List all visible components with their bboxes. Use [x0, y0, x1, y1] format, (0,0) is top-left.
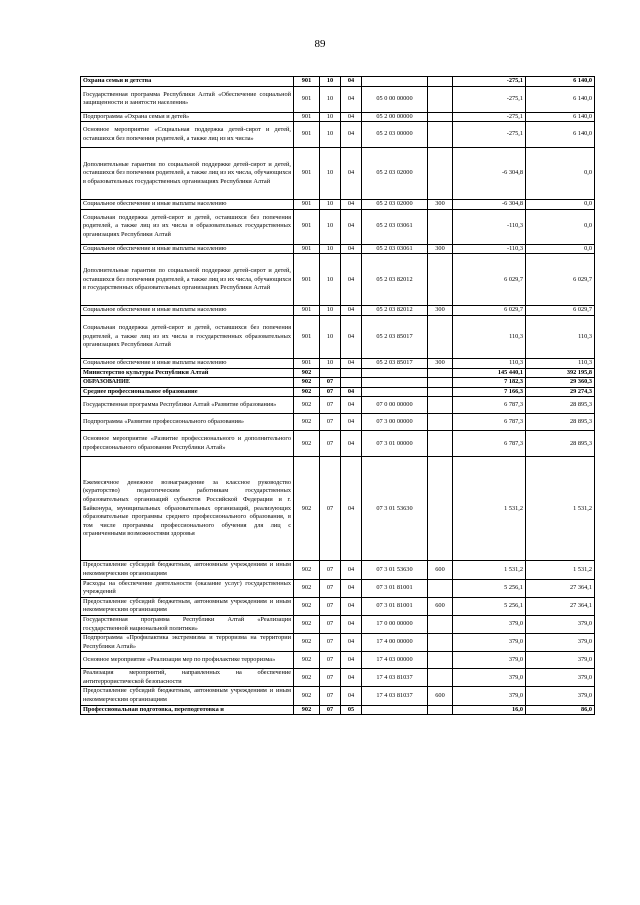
row-amount-change: 379,0 — [453, 634, 526, 652]
row-subsection-code: 04 — [341, 315, 362, 358]
row-target-article: 07 3 01 81001 — [362, 579, 428, 597]
row-amount-change: 16,0 — [453, 705, 526, 715]
row-amount-total: 0,0 — [526, 200, 595, 210]
row-amount-change: 6 787,3 — [453, 397, 526, 414]
table-row — [81, 368, 595, 378]
row-admin-code: 901 — [294, 358, 320, 368]
row-admin-code: 901 — [294, 315, 320, 358]
row-amount-change: -275,1 — [453, 112, 526, 122]
row-amount-total: 29 360,3 — [526, 378, 595, 388]
table-body — [81, 77, 595, 715]
row-admin-code: 901 — [294, 112, 320, 122]
row-subsection-code: 04 — [341, 387, 362, 397]
row-target-article: 05 2 03 00000 — [362, 122, 428, 148]
row-name: Социальное обеспечение и иные выплаты населению — [81, 244, 294, 254]
table-row — [81, 431, 595, 457]
table-row — [81, 86, 595, 112]
row-subsection-code: 05 — [341, 705, 362, 715]
row-subsection-code: 04 — [341, 358, 362, 368]
row-target-article — [362, 378, 428, 388]
table-row — [81, 669, 595, 687]
row-section-code: 07 — [320, 414, 341, 431]
row-expense-type — [428, 414, 453, 431]
table-row — [81, 652, 595, 669]
row-amount-change: 379,0 — [453, 652, 526, 669]
table-row — [81, 387, 595, 397]
row-expense-type: 300 — [428, 306, 453, 316]
row-section-code: 07 — [320, 431, 341, 457]
row-name: Основное мероприятие «Реализация мер по профилактике терроризма» — [81, 652, 294, 669]
row-admin-code: 902 — [294, 615, 320, 633]
table-row — [81, 122, 595, 148]
row-target-article: 05 2 03 85017 — [362, 358, 428, 368]
table-row — [81, 148, 595, 200]
row-subsection-code: 04 — [341, 112, 362, 122]
table-row — [81, 244, 595, 254]
row-amount-change: -110,3 — [453, 244, 526, 254]
table-row — [81, 687, 595, 705]
row-section-code: 10 — [320, 244, 341, 254]
row-amount-total: 6 140,0 — [526, 112, 595, 122]
row-subsection-code: 04 — [341, 254, 362, 306]
row-admin-code: 902 — [294, 561, 320, 579]
row-amount-total: 6 140,0 — [526, 86, 595, 112]
row-amount-total: 1 531,2 — [526, 457, 595, 561]
row-subsection-code: 04 — [341, 579, 362, 597]
row-subsection-code: 04 — [341, 148, 362, 200]
row-amount-change: 6 787,3 — [453, 414, 526, 431]
row-subsection-code: 04 — [341, 431, 362, 457]
row-section-code: 07 — [320, 669, 341, 687]
row-amount-total: 392 195,8 — [526, 368, 595, 378]
row-subsection-code: 04 — [341, 687, 362, 705]
row-expense-type — [428, 148, 453, 200]
row-name: Государственная программа Республики Алтай «Обеспечение социальной защищенности и занятости населения» — [81, 86, 294, 112]
row-amount-change: 379,0 — [453, 669, 526, 687]
row-subsection-code: 04 — [341, 615, 362, 633]
budget-table — [80, 76, 595, 715]
row-expense-type — [428, 669, 453, 687]
row-section-code: 07 — [320, 561, 341, 579]
table-row — [81, 561, 595, 579]
row-subsection-code: 04 — [341, 200, 362, 210]
row-expense-type: 600 — [428, 687, 453, 705]
row-section-code: 10 — [320, 148, 341, 200]
row-target-article: 05 2 00 00000 — [362, 112, 428, 122]
row-amount-change: -6 304,8 — [453, 200, 526, 210]
row-expense-type — [428, 705, 453, 715]
row-expense-type — [428, 122, 453, 148]
row-target-article — [362, 368, 428, 378]
row-target-article: 05 2 03 82012 — [362, 306, 428, 316]
table-row — [81, 306, 595, 316]
table-row — [81, 254, 595, 306]
row-admin-code: 901 — [294, 122, 320, 148]
row-target-article — [362, 387, 428, 397]
row-amount-total: 29 274,3 — [526, 387, 595, 397]
row-name: Дополнительные гарантии по социальной поддержке детей-сирот и детей, оставшихся без попечения родителей, а также лиц из их числа, обучающихся в образовательных государственных организациях Республики Алтай — [81, 148, 294, 200]
row-expense-type — [428, 209, 453, 244]
row-amount-total: 28 895,3 — [526, 431, 595, 457]
row-amount-total: 379,0 — [526, 687, 595, 705]
row-amount-change: 1 531,2 — [453, 457, 526, 561]
row-expense-type — [428, 397, 453, 414]
row-amount-total: 379,0 — [526, 652, 595, 669]
row-section-code: 07 — [320, 579, 341, 597]
row-target-article: 17 0 00 00000 — [362, 615, 428, 633]
row-amount-change: -275,1 — [453, 77, 526, 87]
row-target-article: 07 3 01 53630 — [362, 457, 428, 561]
row-expense-type: 600 — [428, 597, 453, 615]
row-admin-code: 902 — [294, 378, 320, 388]
table-row — [81, 579, 595, 597]
row-section-code: 07 — [320, 397, 341, 414]
row-name: Министерство культуры Республики Алтай — [81, 368, 294, 378]
table-row — [81, 209, 595, 244]
page-number: 89 — [314, 38, 326, 50]
row-target-article: 07 0 00 00000 — [362, 397, 428, 414]
row-amount-total: 6 140,0 — [526, 77, 595, 87]
row-expense-type — [428, 378, 453, 388]
row-amount-total: 6 029,7 — [526, 254, 595, 306]
row-target-article — [362, 705, 428, 715]
row-target-article: 05 2 03 03061 — [362, 244, 428, 254]
row-amount-change: 5 256,1 — [453, 579, 526, 597]
row-target-article: 17 4 00 00000 — [362, 634, 428, 652]
row-expense-type — [428, 77, 453, 87]
row-name: Государственная программа Республики Алтай «Реализация государственной национальной политики» — [81, 615, 294, 633]
table-row — [81, 112, 595, 122]
row-expense-type: 300 — [428, 200, 453, 210]
row-target-article: 07 3 01 53630 — [362, 561, 428, 579]
row-subsection-code: 04 — [341, 244, 362, 254]
row-amount-total: 6 029,7 — [526, 306, 595, 316]
row-subsection-code: 04 — [341, 669, 362, 687]
row-target-article: 05 2 03 02000 — [362, 200, 428, 210]
row-amount-total: 110,3 — [526, 358, 595, 368]
row-expense-type — [428, 86, 453, 112]
row-admin-code: 902 — [294, 397, 320, 414]
row-amount-total: 0,0 — [526, 148, 595, 200]
row-section-code: 07 — [320, 457, 341, 561]
row-amount-change: 145 440,1 — [453, 368, 526, 378]
row-expense-type — [428, 615, 453, 633]
table-row — [81, 397, 595, 414]
row-expense-type — [428, 112, 453, 122]
row-amount-change: 379,0 — [453, 615, 526, 633]
row-admin-code: 902 — [294, 431, 320, 457]
table-row — [81, 597, 595, 615]
row-expense-type: 600 — [428, 561, 453, 579]
row-subsection-code: 04 — [341, 209, 362, 244]
row-name: Подпрограмма «Профилактика экстремизма и терроризма на территории Республики Алтай» — [81, 634, 294, 652]
table-row — [81, 705, 595, 715]
row-section-code: 10 — [320, 122, 341, 148]
row-admin-code: 901 — [294, 254, 320, 306]
table-row — [81, 378, 595, 388]
row-section-code — [320, 368, 341, 378]
row-section-code: 07 — [320, 652, 341, 669]
row-amount-total: 6 140,0 — [526, 122, 595, 148]
row-expense-type — [428, 431, 453, 457]
row-subsection-code: 04 — [341, 652, 362, 669]
row-section-code: 10 — [320, 86, 341, 112]
table-row — [81, 414, 595, 431]
row-target-article: 07 3 01 81001 — [362, 597, 428, 615]
row-amount-change: 110,3 — [453, 358, 526, 368]
row-section-code: 07 — [320, 687, 341, 705]
row-section-code: 10 — [320, 200, 341, 210]
row-target-article: 05 2 03 02000 — [362, 148, 428, 200]
row-name: Социальная поддержка детей-сирот и детей, оставшихся без попечения родителей, а также лиц из их числа в образовательных государственных организациях Республики Алтай — [81, 209, 294, 244]
row-subsection-code: 04 — [341, 414, 362, 431]
row-name: Среднее профессиональное образование — [81, 387, 294, 397]
row-amount-change: 5 256,1 — [453, 597, 526, 615]
table-row — [81, 315, 595, 358]
row-amount-change: -275,1 — [453, 86, 526, 112]
table-row — [81, 457, 595, 561]
row-expense-type — [428, 634, 453, 652]
row-admin-code: 902 — [294, 387, 320, 397]
row-amount-change: 6 029,7 — [453, 254, 526, 306]
row-target-article: 05 0 00 00000 — [362, 86, 428, 112]
row-amount-change: -110,3 — [453, 209, 526, 244]
row-amount-change: 7 166,3 — [453, 387, 526, 397]
row-name: Реализация мероприятий, направленных на обеспечение антитеррористической безопасности — [81, 669, 294, 687]
row-amount-change: 6 787,3 — [453, 431, 526, 457]
row-expense-type — [428, 368, 453, 378]
row-expense-type — [428, 387, 453, 397]
row-amount-total: 0,0 — [526, 244, 595, 254]
row-name: Основное мероприятие «Социальная поддержка детей-сирот и детей, оставшихся без попечения родителей, а также лиц из их числа» — [81, 122, 294, 148]
row-section-code: 07 — [320, 597, 341, 615]
row-section-code: 07 — [320, 634, 341, 652]
row-name: Подпрограмма «Охрана семьи и детей» — [81, 112, 294, 122]
row-amount-change: 1 531,2 — [453, 561, 526, 579]
row-subsection-code — [341, 368, 362, 378]
table-row — [81, 358, 595, 368]
row-subsection-code: 04 — [341, 597, 362, 615]
row-amount-change: 6 029,7 — [453, 306, 526, 316]
row-amount-total: 27 364,1 — [526, 579, 595, 597]
row-admin-code: 902 — [294, 705, 320, 715]
row-name: Подпрограмма «Развитие профессионального образования» — [81, 414, 294, 431]
row-admin-code: 902 — [294, 652, 320, 669]
row-target-article: 17 4 03 81037 — [362, 669, 428, 687]
row-name: Расходы на обеспечение деятельности (оказание услуг) государственных учреждений — [81, 579, 294, 597]
row-amount-total: 28 895,3 — [526, 397, 595, 414]
row-admin-code: 902 — [294, 687, 320, 705]
row-amount-total: 379,0 — [526, 615, 595, 633]
row-name: Социальное обеспечение и иные выплаты населению — [81, 200, 294, 210]
row-section-code: 07 — [320, 378, 341, 388]
row-admin-code: 902 — [294, 634, 320, 652]
row-admin-code: 901 — [294, 306, 320, 316]
row-name: Социальное обеспечение и иные выплаты населению — [81, 358, 294, 368]
row-admin-code: 901 — [294, 77, 320, 87]
row-target-article: 07 3 01 00000 — [362, 431, 428, 457]
row-name: Предоставление субсидий бюджетным, автономным учреждениям и иным некоммерческим организациям — [81, 687, 294, 705]
row-expense-type: 300 — [428, 358, 453, 368]
row-target-article: 17 4 03 81037 — [362, 687, 428, 705]
row-section-code: 10 — [320, 315, 341, 358]
row-name: Предоставление субсидий бюджетным, автономным учреждениям и иным некоммерческим организациям — [81, 561, 294, 579]
row-admin-code: 902 — [294, 368, 320, 378]
row-amount-change: -275,1 — [453, 122, 526, 148]
row-admin-code: 902 — [294, 414, 320, 431]
row-section-code: 10 — [320, 254, 341, 306]
row-section-code: 07 — [320, 705, 341, 715]
row-name: Ежемесячное денежное вознаграждение за классное руководство (кураторство) педагогическим работникам государственных образовательных организаций субъектов Российской Федерации и г. Байконура, муниципальных образовательных организаций, реализующих образовательные программы среднего профессионального образования, в том числе программы профессионального обучения для лиц с ограниченными возможностями здоровья — [81, 457, 294, 561]
row-section-code: 07 — [320, 387, 341, 397]
row-subsection-code: 04 — [341, 397, 362, 414]
table-row — [81, 634, 595, 652]
row-name: Социальное обеспечение и иные выплаты населению — [81, 306, 294, 316]
row-subsection-code: 04 — [341, 561, 362, 579]
row-name: Основное мероприятие «Развитие профессионального и дополнительного профессионального образования Республики Алтай» — [81, 431, 294, 457]
row-admin-code: 902 — [294, 597, 320, 615]
row-admin-code: 902 — [294, 457, 320, 561]
row-section-code: 07 — [320, 615, 341, 633]
row-amount-total: 0,0 — [526, 209, 595, 244]
row-name: Государственная программа Республики Алтай «Развитие образования» — [81, 397, 294, 414]
row-expense-type: 300 — [428, 244, 453, 254]
row-amount-change: 7 182,3 — [453, 378, 526, 388]
row-name: Дополнительные гарантии по социальной поддержке детей-сирот и детей, оставшихся без попечения родителей, а также лиц из их числа, обучающихся в государственных образовательных организациях Республики Алтай — [81, 254, 294, 306]
row-subsection-code: 04 — [341, 77, 362, 87]
row-amount-total: 110,3 — [526, 315, 595, 358]
row-section-code: 10 — [320, 112, 341, 122]
row-target-article: 17 4 03 00000 — [362, 652, 428, 669]
row-admin-code: 901 — [294, 200, 320, 210]
row-name: ОБРАЗОВАНИЕ — [81, 378, 294, 388]
row-expense-type — [428, 315, 453, 358]
row-name: Профессиональная подготовка, переподготовка и — [81, 705, 294, 715]
row-target-article: 05 2 03 03061 — [362, 209, 428, 244]
row-expense-type — [428, 254, 453, 306]
row-target-article: 07 3 00 00000 — [362, 414, 428, 431]
row-admin-code: 901 — [294, 209, 320, 244]
row-section-code: 10 — [320, 209, 341, 244]
row-amount-total: 1 531,2 — [526, 561, 595, 579]
row-expense-type — [428, 457, 453, 561]
row-amount-change: 110,3 — [453, 315, 526, 358]
row-amount-total: 379,0 — [526, 634, 595, 652]
row-amount-total: 379,0 — [526, 669, 595, 687]
row-section-code: 10 — [320, 358, 341, 368]
row-subsection-code: 04 — [341, 634, 362, 652]
row-admin-code: 901 — [294, 86, 320, 112]
row-target-article: 05 2 03 85017 — [362, 315, 428, 358]
row-target-article — [362, 77, 428, 87]
row-subsection-code — [341, 378, 362, 388]
row-amount-total: 28 895,3 — [526, 414, 595, 431]
row-expense-type — [428, 579, 453, 597]
row-admin-code: 902 — [294, 579, 320, 597]
row-amount-change: -6 304,8 — [453, 148, 526, 200]
table-row — [81, 615, 595, 633]
row-name: Охрана семьи и детства — [81, 77, 294, 87]
row-subsection-code: 04 — [341, 86, 362, 112]
row-expense-type — [428, 652, 453, 669]
row-amount-change: 379,0 — [453, 687, 526, 705]
row-admin-code: 902 — [294, 669, 320, 687]
row-target-article: 05 2 03 82012 — [362, 254, 428, 306]
row-admin-code: 901 — [294, 244, 320, 254]
row-name: Предоставление субсидий бюджетным, автономным учреждениям и иным некоммерческим организациям — [81, 597, 294, 615]
row-subsection-code: 04 — [341, 122, 362, 148]
row-subsection-code: 04 — [341, 457, 362, 561]
row-subsection-code: 04 — [341, 306, 362, 316]
row-name: Социальная поддержка детей-сирот и детей, оставшихся без попечения родителей, а также лиц из их числа в государственных образовательных организациях Республики Алтай — [81, 315, 294, 358]
table-row — [81, 200, 595, 210]
row-amount-total: 86,0 — [526, 705, 595, 715]
row-admin-code: 901 — [294, 148, 320, 200]
table-row — [81, 77, 595, 87]
row-section-code: 10 — [320, 77, 341, 87]
row-amount-total: 27 364,1 — [526, 597, 595, 615]
row-section-code: 10 — [320, 306, 341, 316]
